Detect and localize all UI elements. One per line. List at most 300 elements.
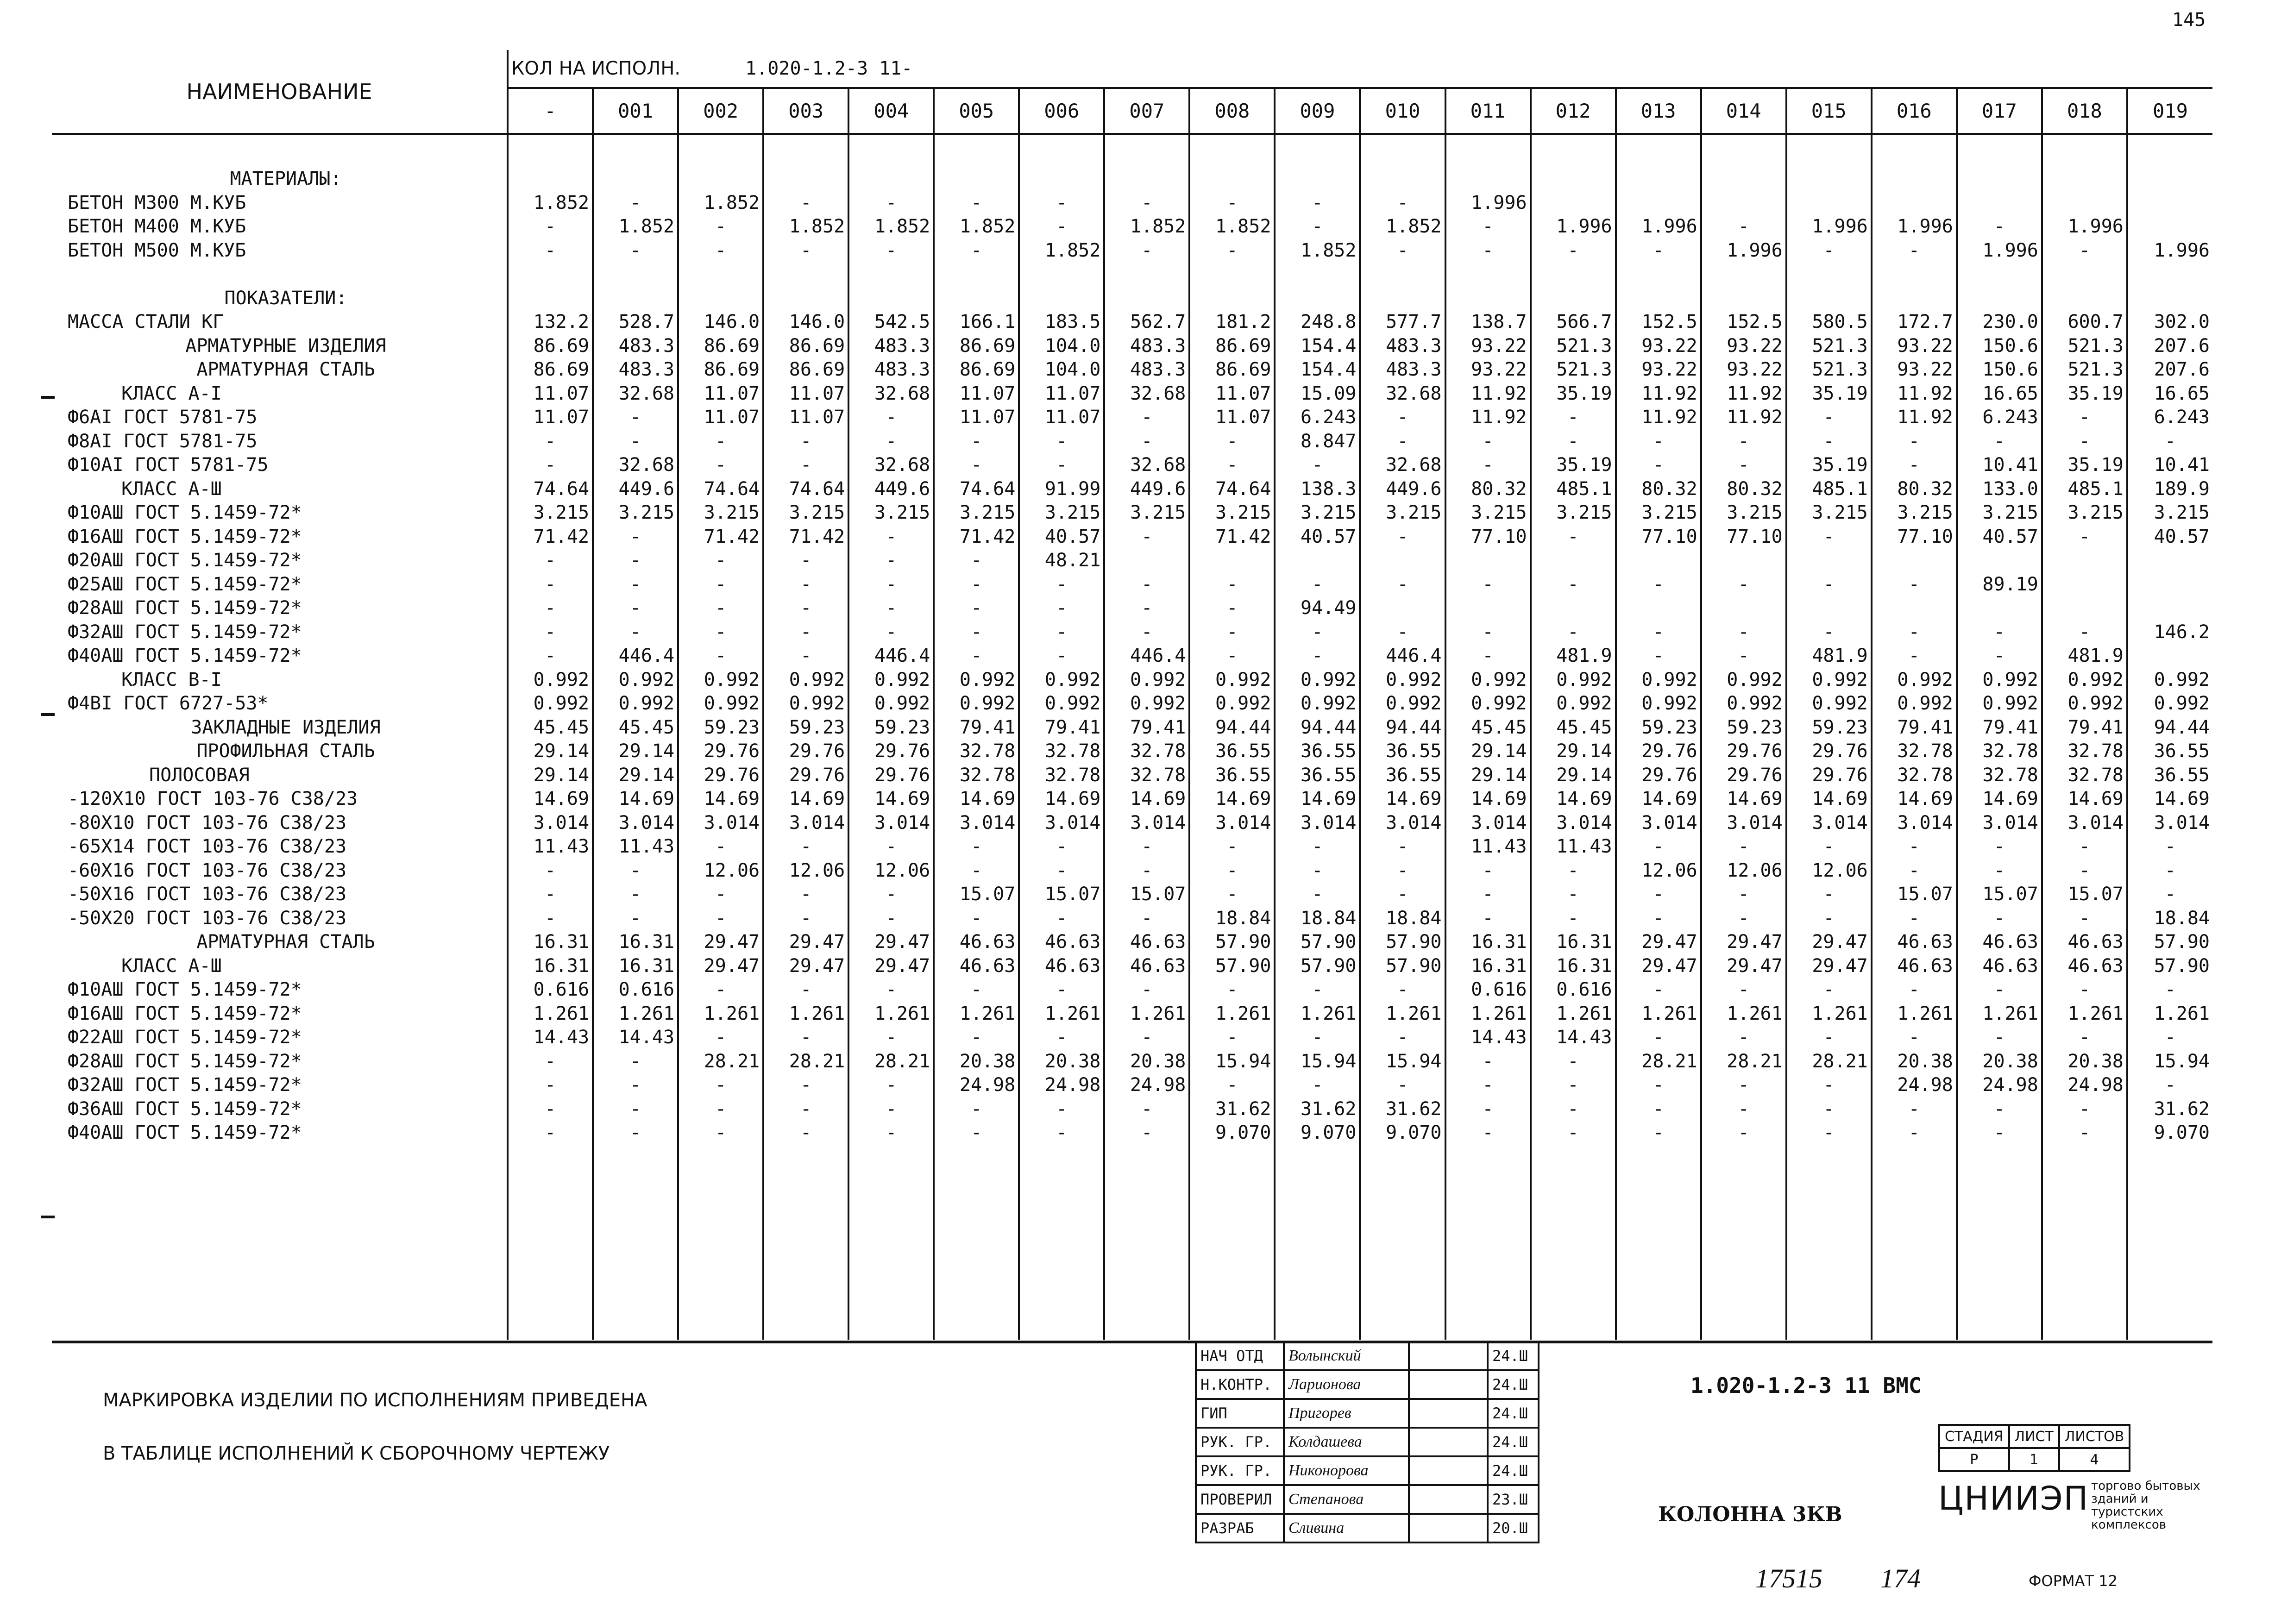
cell-value: 93.22 — [1445, 358, 1531, 382]
cell-value — [1872, 167, 1957, 191]
header-code: 1.020-1.2-3 11- — [745, 58, 913, 79]
cell-value: 3.215 — [2127, 501, 2212, 525]
cell-value: 94.44 — [2127, 716, 2212, 740]
cell-value: 1.852 — [848, 215, 934, 239]
cell-value: - — [1786, 430, 1872, 454]
cell-value: - — [1275, 573, 1360, 597]
cell-value: - — [508, 621, 593, 645]
cell-value: 0.992 — [1786, 668, 1872, 692]
cell-value: - — [1360, 835, 1445, 859]
cell-value: - — [593, 239, 678, 263]
row-label: -50Х20 ГОСТ 103-76 С38/23 — [68, 907, 347, 929]
cell-value — [848, 167, 934, 191]
cell-value: - — [1104, 621, 1189, 645]
cell-value: 32.78 — [1872, 764, 1957, 788]
cell-value: 0.992 — [1957, 668, 2042, 692]
format-label: ФОРМАТ 12 — [2029, 1572, 2118, 1590]
cell-value: 0.992 — [1189, 692, 1275, 716]
cell-value: 138.7 — [1445, 310, 1531, 334]
cell-value — [1275, 167, 1360, 191]
cell-value: - — [678, 239, 763, 263]
cell-value: - — [1786, 621, 1872, 645]
cell-value: - — [1957, 644, 2042, 668]
cell-value: 20.38 — [2042, 1050, 2127, 1074]
cell-value: - — [1531, 406, 1616, 430]
org-description: торгово бытовых зданий и туристских комплексов — [2091, 1479, 2200, 1532]
cell-value: 0.992 — [763, 692, 848, 716]
cell-value: 86.69 — [763, 334, 848, 358]
cell-value: 94.49 — [1275, 596, 1360, 621]
cell-value — [1872, 191, 1957, 215]
cell-value: 20.38 — [1104, 1050, 1189, 1074]
cell-value: 80.32 — [1616, 477, 1701, 502]
cell-value — [1616, 596, 1701, 621]
cell-value — [2127, 191, 2212, 215]
cell-value: 71.42 — [678, 525, 763, 549]
table-row — [52, 453, 2212, 477]
cell-value: 29.76 — [1701, 740, 1786, 764]
cell-value: - — [1616, 1097, 1701, 1122]
cell-value: 40.57 — [1275, 525, 1360, 549]
signature — [1409, 1456, 1488, 1485]
cell-value: - — [1786, 239, 1872, 263]
row-label: -120Х10 ГОСТ 103-76 С38/23 — [68, 788, 358, 809]
approval-row — [1196, 1456, 1539, 1485]
column-header: 017 — [1957, 88, 2042, 134]
cell-value: 3.215 — [1360, 501, 1445, 525]
cell-value: 29.47 — [678, 954, 763, 978]
cell-value: 29.47 — [678, 930, 763, 954]
cell-value: - — [593, 1121, 678, 1145]
table-row — [52, 644, 2212, 668]
cell-value: - — [1872, 1026, 1957, 1050]
cell-value: - — [2042, 1097, 2127, 1122]
cell-value: 152.5 — [1616, 310, 1701, 334]
cell-value: 29.14 — [593, 740, 678, 764]
cell-value: 150.6 — [1957, 358, 2042, 382]
cell-value: - — [934, 978, 1019, 1002]
cell-value: - — [1445, 621, 1531, 645]
cell-value: 1.852 — [763, 215, 848, 239]
cell-value: - — [508, 239, 593, 263]
cell-value: 1.261 — [763, 1002, 848, 1026]
cell-value: 32.68 — [1360, 382, 1445, 406]
cell-value: - — [593, 573, 678, 597]
cell-value: 521.3 — [2042, 334, 2127, 358]
cell-value: 16.65 — [1957, 382, 2042, 406]
cell-value: - — [1275, 191, 1360, 215]
cell-value: - — [1275, 978, 1360, 1002]
cell-value: - — [2042, 835, 2127, 859]
column-header: 004 — [848, 88, 934, 134]
cell-value: - — [1360, 191, 1445, 215]
cell-value: 483.3 — [848, 358, 934, 382]
column-header: 001 — [593, 88, 678, 134]
cell-value — [1957, 287, 2042, 311]
cell-value: - — [934, 453, 1019, 477]
cell-value: 29.47 — [1616, 930, 1701, 954]
cell-value: - — [678, 596, 763, 621]
cell-value — [848, 263, 934, 287]
cell-value: - — [1360, 525, 1445, 549]
row-label: Ф36АШ ГОСТ 5.1459-72* — [68, 1098, 302, 1120]
cell-value: 18.84 — [1360, 907, 1445, 931]
cell-value: - — [2127, 1073, 2212, 1097]
row-label: Ф40АШ ГОСТ 5.1459-72* — [68, 645, 302, 666]
cell-value: - — [1019, 215, 1104, 239]
cell-value: 3.215 — [508, 501, 593, 525]
table-row — [52, 430, 2212, 454]
cell-value: 0.616 — [1531, 978, 1616, 1002]
cell-value: - — [2042, 1121, 2127, 1145]
cell-value: 0.992 — [1360, 668, 1445, 692]
cell-value: 1.261 — [1019, 1002, 1104, 1026]
cell-value — [2127, 573, 2212, 597]
cell-value: 29.14 — [508, 740, 593, 764]
cell-value: - — [1104, 835, 1189, 859]
cell-value: 86.69 — [508, 334, 593, 358]
cell-value: 16.31 — [508, 930, 593, 954]
cell-value: 449.6 — [593, 477, 678, 502]
cell-value: 32.78 — [934, 740, 1019, 764]
cell-value: - — [1616, 835, 1701, 859]
cell-value: - — [1616, 907, 1701, 931]
cell-value: 566.7 — [1531, 310, 1616, 334]
row-label — [52, 263, 508, 287]
cell-value — [1531, 263, 1616, 287]
cell-value: 1.852 — [1275, 239, 1360, 263]
approver-name: Колдашева — [1284, 1428, 1409, 1456]
cell-value: - — [593, 1097, 678, 1122]
cell-value: 20.38 — [1872, 1050, 1957, 1074]
cell-value: - — [1189, 239, 1275, 263]
cell-value: - — [1957, 430, 2042, 454]
cell-value: 0.992 — [763, 668, 848, 692]
cell-value: 521.3 — [1786, 358, 1872, 382]
cell-value: 12.06 — [1701, 859, 1786, 883]
cell-value: - — [848, 1097, 934, 1122]
cell-value: - — [763, 835, 848, 859]
cell-value: 152.5 — [1701, 310, 1786, 334]
cell-value: 57.90 — [1189, 930, 1275, 954]
cell-value: - — [1616, 1121, 1701, 1145]
cell-value: - — [1701, 215, 1786, 239]
cell-value: 80.32 — [1445, 477, 1531, 502]
cell-value: 0.992 — [678, 692, 763, 716]
table-row — [52, 835, 2212, 859]
cell-value: - — [1189, 573, 1275, 597]
cell-value: 483.3 — [1104, 358, 1189, 382]
cell-value: 46.63 — [934, 930, 1019, 954]
cell-value: 46.63 — [2042, 954, 2127, 978]
signature — [1409, 1485, 1488, 1514]
cell-value: - — [763, 978, 848, 1002]
cell-value: 14.69 — [508, 787, 593, 811]
row-label: Ф25АШ ГОСТ 5.1459-72* — [68, 573, 302, 595]
cell-value: 29.47 — [763, 954, 848, 978]
cell-value: 10.41 — [2127, 453, 2212, 477]
cell-value — [2127, 167, 2212, 191]
cell-value: 91.99 — [1019, 477, 1104, 502]
table-row — [52, 621, 2212, 645]
organization — [1938, 1479, 2200, 1532]
cell-value: 104.0 — [1019, 334, 1104, 358]
cell-value — [593, 263, 678, 287]
cell-value: 79.41 — [1872, 716, 1957, 740]
cell-value: - — [1616, 453, 1701, 477]
approval-date: 20.Ш — [1488, 1514, 1539, 1542]
cell-value: 35.19 — [1531, 453, 1616, 477]
cell-value — [1104, 287, 1189, 311]
drawing-title: КОЛОННА 3КВ — [1658, 1503, 1842, 1526]
cell-value: 3.215 — [678, 501, 763, 525]
cell-value: 6.243 — [2127, 406, 2212, 430]
table-row — [52, 978, 2212, 1002]
cell-value: - — [1786, 525, 1872, 549]
header-executions — [508, 50, 2212, 88]
cell-value: 0.992 — [1531, 692, 1616, 716]
cell-value: 0.992 — [848, 668, 934, 692]
cell-value: - — [1189, 859, 1275, 883]
cell-value: 11.92 — [1445, 382, 1531, 406]
cell-value: 3.014 — [848, 811, 934, 835]
cell-value: 93.22 — [1872, 334, 1957, 358]
cell-value: 29.76 — [1616, 740, 1701, 764]
cell-value: - — [1872, 573, 1957, 597]
cell-value: - — [2042, 621, 2127, 645]
cell-value: 1.261 — [508, 1002, 593, 1026]
cell-value: 449.6 — [848, 477, 934, 502]
cell-value: 1.261 — [678, 1002, 763, 1026]
cell-value — [2042, 263, 2127, 287]
cell-value: 28.21 — [848, 1050, 934, 1074]
cell-value — [1786, 287, 1872, 311]
cell-value: - — [1957, 1121, 2042, 1145]
cell-value — [1701, 167, 1786, 191]
approval-row — [1196, 1514, 1539, 1542]
cell-value — [1957, 596, 2042, 621]
cell-value: 29.76 — [1786, 764, 1872, 788]
cell-value: - — [1445, 430, 1531, 454]
cell-value: 46.63 — [1019, 930, 1104, 954]
cell-value: - — [1701, 883, 1786, 907]
cell-value: 46.63 — [1104, 954, 1189, 978]
cell-value — [934, 263, 1019, 287]
approver-name: Никонорова — [1284, 1456, 1409, 1485]
cell-value: - — [678, 1073, 763, 1097]
row-label: -80Х10 ГОСТ 103-76 С38/23 — [68, 812, 347, 834]
cell-value: 0.992 — [2127, 692, 2212, 716]
cell-value: - — [1872, 621, 1957, 645]
cell-value: 45.45 — [1445, 716, 1531, 740]
cell-value — [1189, 549, 1275, 573]
cell-value: 24.98 — [1872, 1073, 1957, 1097]
cell-value: 562.7 — [1104, 310, 1189, 334]
cell-value — [2042, 167, 2127, 191]
cell-value: 93.22 — [1872, 358, 1957, 382]
cell-value: - — [1872, 453, 1957, 477]
approval-row — [1196, 1399, 1539, 1428]
cell-value: 577.7 — [1360, 310, 1445, 334]
cell-value — [2042, 573, 2127, 597]
cell-value: - — [2127, 835, 2212, 859]
cell-value: - — [1275, 883, 1360, 907]
cell-value: 14.69 — [2127, 787, 2212, 811]
cell-value: 71.42 — [508, 525, 593, 549]
cell-value: 14.69 — [593, 787, 678, 811]
note-line-1: МАРКИРОВКА ИЗДЕЛИИ ПО ИСПОЛНЕНИЯМ ПРИВЕДЕНА — [103, 1390, 647, 1411]
cell-value: - — [763, 621, 848, 645]
cell-value: 79.41 — [1104, 716, 1189, 740]
cell-value — [678, 167, 763, 191]
cell-value: 29.14 — [1531, 740, 1616, 764]
cell-value: 24.98 — [2042, 1073, 2127, 1097]
cell-value: - — [763, 644, 848, 668]
cell-value: - — [1531, 883, 1616, 907]
cell-value: 0.616 — [1445, 978, 1531, 1002]
cell-value: 0.992 — [934, 692, 1019, 716]
cell-value: - — [1957, 835, 2042, 859]
cell-value: 16.31 — [1531, 954, 1616, 978]
signature — [1409, 1370, 1488, 1399]
table-row — [52, 1097, 2212, 1122]
cell-value: - — [1104, 525, 1189, 549]
table-row — [52, 764, 2212, 788]
cell-value: - — [1019, 978, 1104, 1002]
cell-value — [1786, 549, 1872, 573]
cell-value: - — [848, 907, 934, 931]
cell-value: 1.852 — [1189, 215, 1275, 239]
row-label: АРМАТУРНЫЕ ИЗДЕЛИЯ — [185, 335, 386, 357]
table-row — [52, 1050, 2212, 1074]
row-label: Ф16АШ ГОСТ 5.1459-72* — [68, 1003, 302, 1024]
cell-value: 230.0 — [1957, 310, 2042, 334]
row-label: Ф32АШ ГОСТ 5.1459-72* — [68, 1074, 302, 1096]
cell-value: 32.78 — [1104, 740, 1189, 764]
cell-value: 3.215 — [1616, 501, 1701, 525]
cell-value: 483.3 — [1360, 334, 1445, 358]
cell-value: - — [1019, 835, 1104, 859]
cell-value: - — [934, 549, 1019, 573]
cell-value: 15.07 — [2042, 883, 2127, 907]
cell-value: 11.92 — [1616, 382, 1701, 406]
cell-value — [1104, 549, 1189, 573]
cell-value: - — [1957, 1097, 2042, 1122]
cell-value: 0.992 — [678, 668, 763, 692]
cell-value: 32.68 — [1104, 453, 1189, 477]
cell-value: - — [1189, 978, 1275, 1002]
cell-value: 146.0 — [678, 310, 763, 334]
cell-value: 18.84 — [1275, 907, 1360, 931]
cell-value: - — [2042, 430, 2127, 454]
cell-value: - — [1957, 215, 2042, 239]
cell-value: 29.14 — [593, 764, 678, 788]
cell-value: - — [1360, 573, 1445, 597]
approval-date: 24.Ш — [1488, 1342, 1539, 1370]
cell-value: 12.06 — [848, 859, 934, 883]
cell-value: 0.616 — [593, 978, 678, 1002]
table-row — [52, 787, 2212, 811]
table-row — [52, 501, 2212, 525]
cell-value — [508, 263, 593, 287]
cell-value — [2127, 549, 2212, 573]
cell-value: - — [1104, 978, 1189, 1002]
cell-value: - — [1019, 644, 1104, 668]
cell-value: - — [508, 883, 593, 907]
cell-value: - — [934, 859, 1019, 883]
cell-value: - — [508, 549, 593, 573]
cell-value: 11.43 — [1445, 835, 1531, 859]
cell-value: 86.69 — [678, 334, 763, 358]
cell-value: 32.68 — [593, 453, 678, 477]
cell-value: 485.1 — [1786, 477, 1872, 502]
cell-value: 14.69 — [678, 787, 763, 811]
cell-value — [2042, 549, 2127, 573]
cell-value: 12.06 — [1616, 859, 1701, 883]
stage-header: СТАДИЯ — [1939, 1425, 2009, 1448]
cell-value: 0.992 — [1104, 668, 1189, 692]
cell-value: 16.31 — [1445, 930, 1531, 954]
cell-value: 35.19 — [2042, 453, 2127, 477]
cell-value — [1531, 167, 1616, 191]
cell-value: 11.92 — [1701, 406, 1786, 430]
cell-value: 485.1 — [1531, 477, 1616, 502]
cell-value: - — [678, 453, 763, 477]
cell-value: 521.3 — [2042, 358, 2127, 382]
cell-value: 1.996 — [1872, 215, 1957, 239]
stage-block — [1938, 1424, 2130, 1472]
row-label: Ф40АШ ГОСТ 5.1459-72* — [68, 1122, 302, 1143]
document-code: 1.020-1.2-3 11 ВМС — [1690, 1373, 1922, 1398]
cell-value: 3.215 — [934, 501, 1019, 525]
cell-value: - — [1531, 525, 1616, 549]
cell-value: 59.23 — [1701, 716, 1786, 740]
cell-value: 32.78 — [2042, 740, 2127, 764]
cell-value — [1786, 167, 1872, 191]
cell-value: - — [1360, 239, 1445, 263]
cell-value: - — [934, 907, 1019, 931]
cell-value: 15.07 — [1019, 883, 1104, 907]
cell-value: 46.63 — [934, 954, 1019, 978]
cell-value: 57.90 — [1189, 954, 1275, 978]
cell-value: 71.42 — [934, 525, 1019, 549]
cell-value: 481.9 — [1531, 644, 1616, 668]
cell-value — [1275, 263, 1360, 287]
cell-value: - — [1189, 835, 1275, 859]
header-name: НАИМЕНОВАНИЕ — [52, 50, 508, 134]
cell-value — [1189, 287, 1275, 311]
cell-value: 46.63 — [1872, 954, 1957, 978]
cell-value: - — [1531, 1050, 1616, 1074]
cell-value — [1445, 287, 1531, 311]
cell-value: 0.992 — [1957, 692, 2042, 716]
cell-value: 14.69 — [1701, 787, 1786, 811]
cell-value: 29.14 — [1445, 740, 1531, 764]
cell-value: - — [593, 907, 678, 931]
cell-value: 31.62 — [1360, 1097, 1445, 1122]
cell-value: 29.47 — [1786, 930, 1872, 954]
cell-value: - — [763, 907, 848, 931]
cell-value: - — [1531, 1121, 1616, 1145]
cell-value: - — [1616, 978, 1701, 1002]
cell-value — [1616, 263, 1701, 287]
cell-value: 57.90 — [1275, 930, 1360, 954]
cell-value — [2042, 191, 2127, 215]
cell-value: 14.43 — [593, 1026, 678, 1050]
cell-value: 94.44 — [1189, 716, 1275, 740]
cell-value: - — [934, 239, 1019, 263]
cell-value — [1531, 549, 1616, 573]
